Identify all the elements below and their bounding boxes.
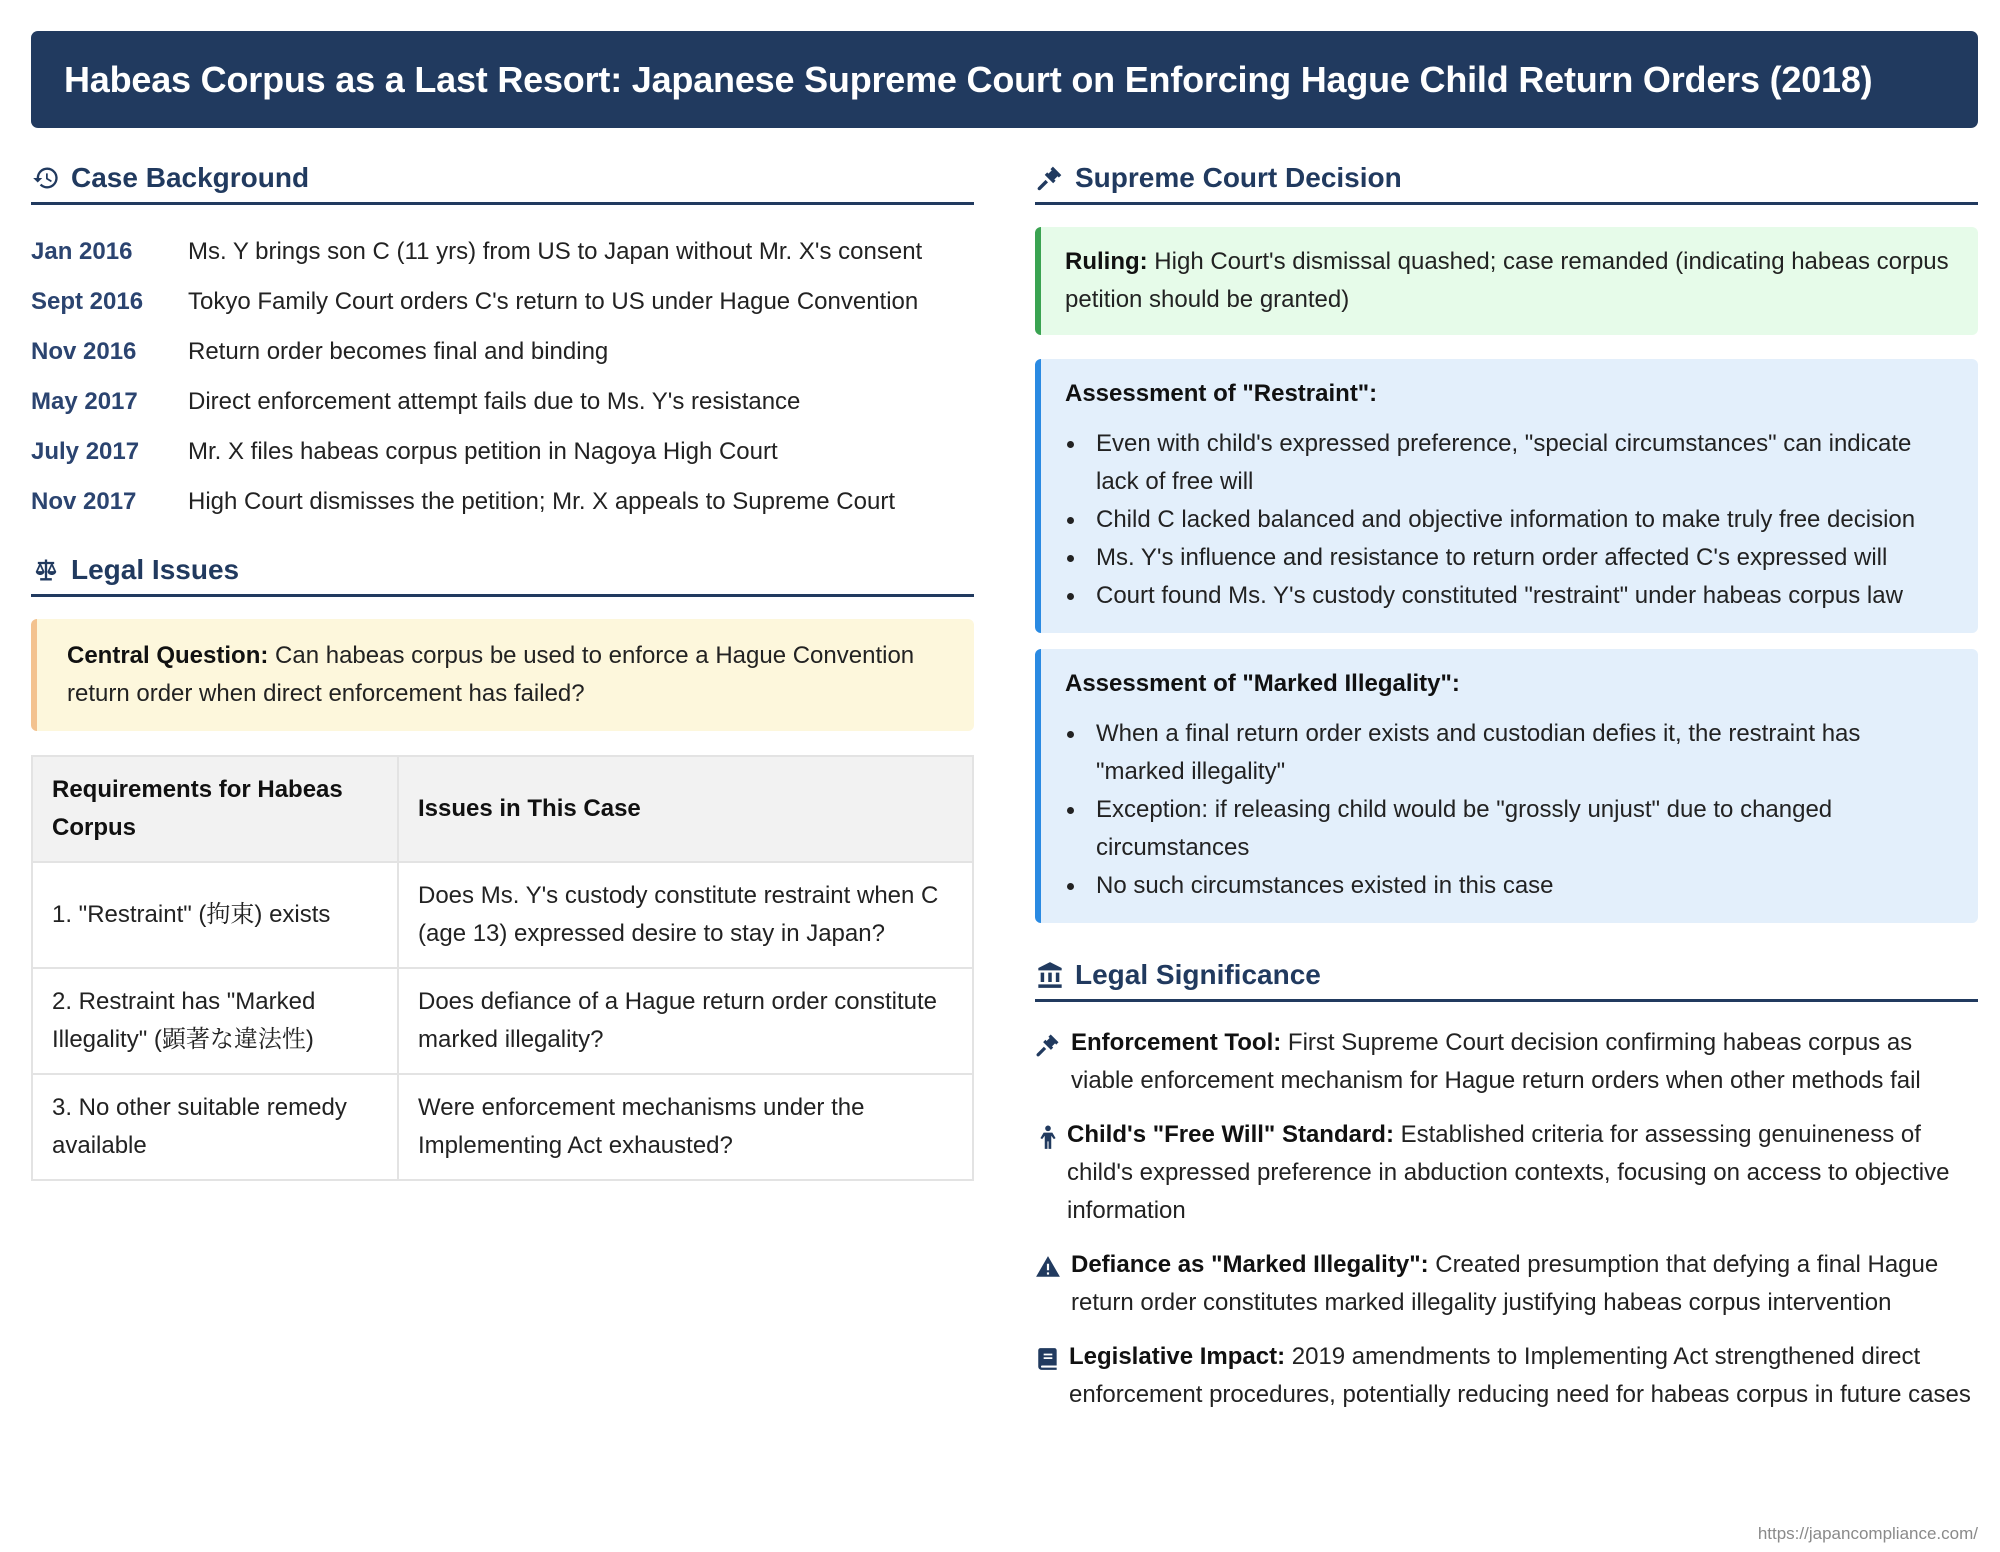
section-title: Legal Issues — [71, 554, 240, 585]
section-title: Case Background — [71, 162, 310, 193]
ruling-label: Ruling: — [1065, 248, 1148, 275]
table-header-row — [32, 756, 973, 862]
timeline-item — [31, 427, 974, 477]
section-title: Supreme Court Decision — [1075, 162, 1402, 193]
timeline-event: Return order becomes final and binding — [188, 338, 609, 365]
gavel-icon — [1035, 1024, 1071, 1100]
timeline-event: Ms. Y brings son C (11 yrs) from US to Japan without Mr. X's consent — [188, 238, 923, 265]
list-item: Court found Ms. Y's custody constituted "restraint" under habeas corpus law — [1065, 577, 1954, 615]
timeline-event: Tokyo Family Court orders C's return to US under Hague Convention — [188, 288, 919, 315]
central-question-text: Can habeas corpus be used to enforce a Hague Convention return order when direct enforcement has failed? — [67, 642, 915, 707]
table-cell: 3. No other suitable remedy available — [32, 1074, 398, 1180]
timeline-date: Jan 2016 — [31, 238, 133, 265]
central-question-callout — [31, 619, 974, 731]
page-header — [31, 31, 1978, 128]
table-row — [32, 968, 973, 1074]
list-item: When a final return order exists and custodian defies it, the restraint has "marked illegality" — [1065, 715, 1954, 791]
table-cell: Does Ms. Y's custody constitute restraint when C (age 13) expressed desire to stay in Japan? — [398, 862, 973, 968]
ruling-callout — [1035, 227, 1978, 335]
table-cell: 1. "Restraint" (拘束) exists — [32, 862, 398, 968]
section-title: Legal Significance — [1075, 959, 1321, 990]
timeline-item — [31, 277, 974, 327]
gavel-icon — [1035, 163, 1065, 193]
timeline-event: Mr. X files habeas corpus petition in Nagoya High Court — [188, 438, 778, 465]
warning-icon — [1035, 1246, 1071, 1322]
list-item: No such circumstances existed in this case — [1065, 867, 1954, 905]
decision-heading — [1035, 160, 1978, 205]
page-title: Habeas Corpus as a Last Resort: Japanese Supreme Court on Enforcing Hague Child Return Orders (2018) — [64, 58, 1873, 100]
table-cell: Does defiance of a Hague return order constitute marked illegality? — [398, 968, 973, 1074]
assessment-title: Assessment of "Restraint": — [1065, 380, 1378, 407]
requirements-table — [31, 755, 974, 1181]
assessment-title: Assessment of "Marked Illegality": — [1065, 670, 1460, 697]
ruling-text: High Court's dismissal quashed; case remanded (indicating habeas corpus petition should be granted) — [1065, 248, 1949, 313]
left-column — [31, 160, 974, 1181]
significance-item — [1035, 1338, 1978, 1414]
timeline — [31, 227, 974, 527]
significance-heading — [1035, 957, 1978, 1002]
illegality-list — [1065, 715, 1954, 905]
history-icon — [31, 163, 61, 193]
significance-item — [1035, 1116, 1978, 1230]
legal-issues-heading — [31, 552, 974, 597]
significance-text: Created presumption that defying a final Hague return order constitutes marked illegality justifying habeas corpus intervention — [1071, 1251, 1939, 1316]
landmark-icon — [1035, 960, 1065, 990]
timeline-date: Nov 2016 — [31, 338, 137, 365]
timeline-item — [31, 377, 974, 427]
significance-label: Enforcement Tool: — [1071, 1029, 1282, 1056]
table-row — [32, 1074, 973, 1180]
timeline-item — [31, 227, 974, 277]
child-icon — [1035, 1116, 1067, 1230]
significance-item — [1035, 1024, 1978, 1100]
restraint-list — [1065, 425, 1954, 615]
right-column — [1035, 160, 1978, 1430]
significance-label: Child's "Free Will" Standard: — [1067, 1121, 1394, 1148]
significance-text: First Supreme Court decision confirming habeas corpus as viable enforcement mechanism for Hague return orders when other methods fail — [1071, 1029, 1921, 1094]
central-question-label: Central Question: — [67, 642, 269, 669]
timeline-item — [31, 477, 974, 527]
list-item: Child C lacked balanced and objective information to make truly free decision — [1065, 501, 1954, 539]
scale-icon — [31, 555, 61, 585]
source-url: https://japancompliance.com/ — [1757, 1524, 1978, 1543]
timeline-item — [31, 327, 974, 377]
restraint-assessment-callout — [1035, 359, 1978, 633]
list-item: Even with child's expressed preference, "special circumstances" can indicate lack of free will — [1065, 425, 1954, 501]
timeline-date: May 2017 — [31, 388, 138, 415]
significance-item — [1035, 1246, 1978, 1322]
case-background-heading — [31, 160, 974, 205]
table-row — [32, 862, 973, 968]
significance-text: Established criteria for assessing genuineness of child's expressed preference in abduction contexts, focusing on access to objective information — [1067, 1121, 1950, 1224]
significance-text: 2019 amendments to Implementing Act strengthened direct enforcement procedures, potentially reducing need for habeas corpus in future cases — [1069, 1343, 1971, 1408]
significance-label: Legislative Impact: — [1069, 1343, 1286, 1370]
significance-label: Defiance as "Marked Illegality": — [1071, 1251, 1429, 1278]
book-icon — [1035, 1338, 1069, 1414]
timeline-event: High Court dismisses the petition; Mr. X appeals to Supreme Court — [188, 488, 895, 515]
table-cell: Were enforcement mechanisms under the Implementing Act exhausted? — [398, 1074, 973, 1180]
column-header: Issues in This Case — [398, 756, 973, 862]
table-cell: 2. Restraint has "Marked Illegality" (顕著な違法性) — [32, 968, 398, 1074]
timeline-event: Direct enforcement attempt fails due to Ms. Y's resistance — [188, 388, 801, 415]
list-item: Exception: if releasing child would be "grossly unjust" due to changed circumstances — [1065, 791, 1954, 867]
timeline-date: July 2017 — [31, 438, 140, 465]
illegality-assessment-callout — [1035, 649, 1978, 923]
column-header: Requirements for Habeas Corpus — [32, 756, 398, 862]
timeline-date: Sept 2016 — [31, 288, 144, 315]
list-item: Ms. Y's influence and resistance to return order affected C's expressed will — [1065, 539, 1954, 577]
timeline-date: Nov 2017 — [31, 488, 137, 515]
